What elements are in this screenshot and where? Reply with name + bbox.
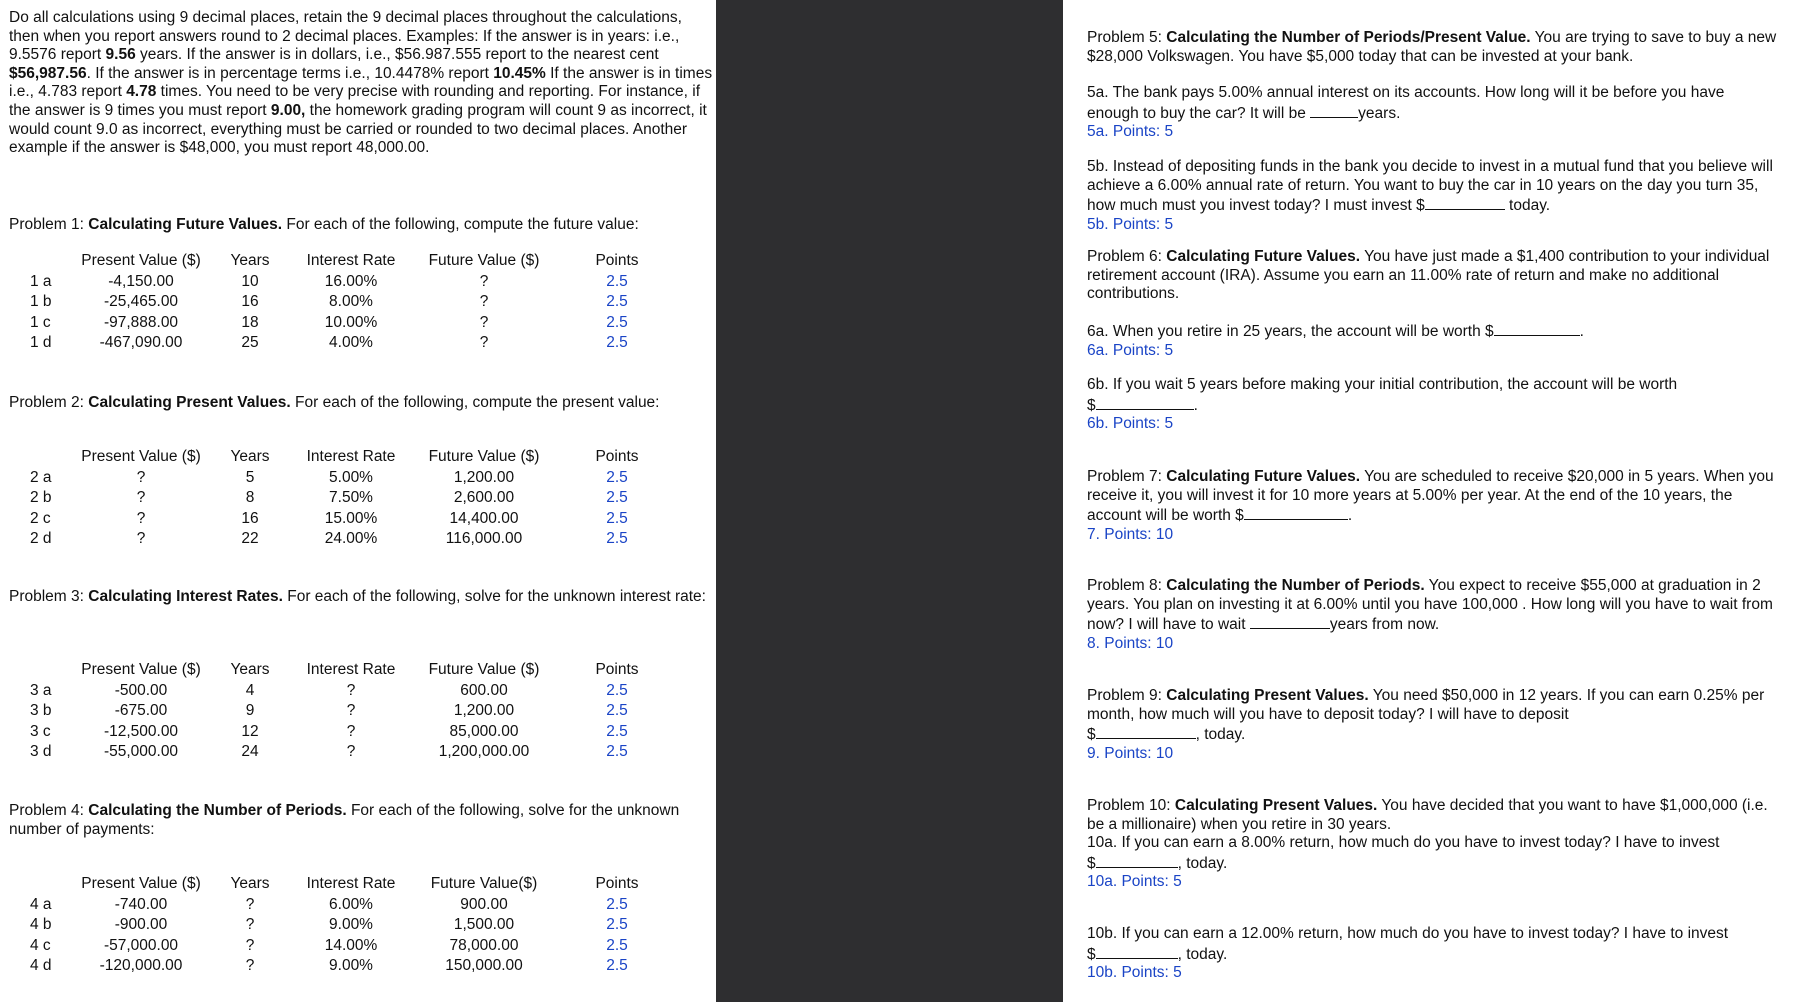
- present-value-cell: -740.00: [114, 896, 168, 913]
- header-future-value: Future Value ($): [428, 448, 540, 466]
- present-value-unknown-cell[interactable]: ?: [136, 489, 146, 507]
- future-value-cell: 2,600.00: [453, 489, 515, 507]
- problem-5b: [1087, 158, 1777, 234]
- dark-gutter: [716, 0, 1063, 1002]
- interest-rate-cell: 7.50%: [329, 489, 373, 507]
- years-cell: 4: [245, 682, 255, 699]
- future-value-cell: 85,000.00: [449, 722, 519, 740]
- header-points: Points: [595, 252, 639, 270]
- instructions-paragraph: [9, 9, 714, 158]
- problem-10b: [1087, 925, 1777, 983]
- years-cell: 16: [241, 293, 259, 311]
- future-value-cell: 1,500.00: [453, 916, 515, 934]
- row-id: 1 d: [30, 333, 52, 351]
- problem-1-heading: [9, 216, 714, 235]
- interest-rate-cell: 16.00%: [324, 273, 378, 290]
- present-value-unknown-cell[interactable]: ?: [136, 529, 146, 547]
- intro-text-3: . If the answer is in percentage terms i.e., 10.4478% report: [86, 64, 494, 82]
- problem-4-prefix: Problem 4:: [9, 802, 89, 819]
- header-id: [22, 447, 73, 468]
- problem-5a: [1087, 84, 1777, 142]
- intro-example-dollars: $56,987.56: [9, 64, 87, 82]
- table-row: [22, 272, 677, 292]
- interest-rate-cell: 9.00%: [329, 956, 373, 974]
- years-unknown-cell[interactable]: ?: [245, 936, 255, 954]
- problem-6b-points: 6b. Points: 5: [1087, 415, 1174, 433]
- table-row: [22, 742, 677, 762]
- header-present-value: Present Value ($): [81, 661, 201, 679]
- answer-9-blank[interactable]: [1096, 724, 1196, 739]
- answer-7-blank[interactable]: [1244, 505, 1348, 520]
- table-row: [22, 488, 677, 508]
- interest-rate-unknown-cell[interactable]: ?: [346, 742, 356, 760]
- header-present-value: Present Value ($): [81, 448, 201, 466]
- problem-1-table: [22, 251, 677, 353]
- header-years: Years: [230, 661, 270, 679]
- table-row: [22, 529, 677, 549]
- header-years: Years: [230, 875, 270, 893]
- problem-5-prefix: Problem 5:: [1087, 29, 1167, 46]
- header-interest-rate: Interest Rate: [306, 448, 396, 466]
- future-value-cell: 78,000.00: [449, 936, 519, 954]
- intro-text: Do all calculations using 9 decimal places, retain the 9 decimal places throughout the calculations, then when you report answers round to 2 decimal places. Examples: If the answer is in years: i.e., 9.5576 report: [9, 9, 682, 64]
- header-present-value: Present Value ($): [81, 875, 201, 893]
- header-points: Points: [595, 448, 639, 466]
- points-cell: 2.5: [606, 293, 628, 311]
- problem-10a-points: 10a. Points: 5: [1087, 873, 1182, 891]
- header-present-value: Present Value ($): [81, 252, 201, 270]
- right-worksheet-page: [1063, 0, 1818, 1002]
- problem-6a-points: 6a. Points: 5: [1087, 341, 1174, 359]
- future-value-cell: 1,200.00: [453, 469, 515, 486]
- problem-8-desc: You expect to receive $55,000 at graduation in 2 years. You plan on investing it at 6.00% until you have 100,000 . How long will you have to wait from now? I will have to wait: [1087, 577, 1773, 634]
- intro-example-times: 4.78: [126, 83, 157, 101]
- row-id: 3 c: [30, 722, 51, 740]
- problem-2-desc: For each of the following, compute the present value:: [290, 394, 660, 411]
- problem-3-table: [22, 660, 677, 762]
- problem-6b-dollar: $: [1087, 396, 1096, 414]
- points-cell: 2.5: [606, 682, 628, 699]
- row-id: 2 c: [30, 509, 51, 527]
- header-future-value: Future Value ($): [428, 252, 540, 270]
- points-cell: 2.5: [606, 489, 628, 507]
- problem-5a-points: 5a. Points: 5: [1087, 123, 1174, 141]
- problem-8: [1087, 577, 1777, 653]
- problem-5a-text: 5a. The bank pays 5.00% annual interest on its accounts. How long will it be before you have enough to buy the car? It will be: [1087, 84, 1725, 122]
- problem-7: [1087, 468, 1777, 544]
- header-points: Points: [595, 875, 639, 893]
- row-id: 2 d: [30, 529, 52, 547]
- row-id: 3 b: [30, 702, 52, 720]
- problem-10b-points: 10b. Points: 5: [1087, 964, 1182, 982]
- points-cell: 2.5: [606, 529, 628, 547]
- answer-5b-blank[interactable]: [1425, 195, 1505, 210]
- table-row: [22, 722, 677, 742]
- problem-7-points: 7. Points: 10: [1087, 525, 1174, 543]
- problem-8-prefix: Problem 8:: [1087, 577, 1167, 594]
- present-value-cell: -55,000.00: [103, 742, 179, 760]
- points-cell: 2.5: [606, 313, 628, 331]
- points-cell: 2.5: [606, 916, 628, 934]
- intro-text-4: If the answer is in times i.e., 4.783 report: [9, 64, 713, 101]
- interest-rate-unknown-cell[interactable]: ?: [346, 682, 356, 699]
- table-row: [22, 468, 677, 488]
- present-value-cell: -57,000.00: [103, 936, 179, 954]
- points-cell: 2.5: [606, 742, 628, 760]
- problem-1-prefix: Problem 1:: [9, 216, 89, 233]
- present-value-cell: -25,465.00: [103, 293, 179, 311]
- future-value-unknown-cell[interactable]: ?: [479, 293, 489, 311]
- interest-rate-cell: 8.00%: [329, 293, 373, 311]
- present-value-cell: -97,888.00: [103, 313, 179, 331]
- row-id: 4 b: [30, 916, 52, 934]
- header-future-value: Future Value($): [430, 875, 538, 893]
- intro-example-nine: 9.00,: [270, 101, 306, 119]
- future-value-cell: 150,000.00: [445, 956, 523, 974]
- problem-8-points: 8. Points: 10: [1087, 634, 1174, 652]
- row-id: 1 b: [30, 293, 52, 311]
- row-id: 2 a: [30, 469, 52, 486]
- problem-6-desc: You have just made a $1,400 contribution to your individual retirement account (IRA). Assume you earn an 11.00% rate of return and make no additional contributions.: [1087, 248, 1770, 303]
- answer-10b-blank[interactable]: [1096, 944, 1178, 959]
- intro-text-5: times. You need to be very precise with rounding and reporting. For instance, if the answer is 9 times you must report: [9, 83, 701, 119]
- problem-1-desc: For each of the following, compute the future value:: [282, 216, 639, 233]
- present-value-cell: -4,150.00: [108, 273, 174, 290]
- problem-10-title: Calculating Present Values.: [1174, 797, 1378, 814]
- problem-8-after: years from now.: [1329, 616, 1440, 634]
- header-points: Points: [595, 661, 639, 679]
- years-cell: 24: [241, 742, 259, 760]
- problem-5b-after: today.: [1504, 197, 1551, 215]
- present-value-unknown-cell[interactable]: ?: [136, 509, 146, 527]
- years-cell: 8: [245, 489, 255, 507]
- table-row: [22, 333, 677, 353]
- answer-10a-blank[interactable]: [1096, 853, 1178, 868]
- present-value-cell: -120,000.00: [99, 956, 183, 974]
- problem-5-desc: You are trying to save to buy a new $28,000 Volkswagen. You have $5,000 today that can be invested at your bank.: [1087, 29, 1777, 65]
- header-years: Years: [230, 448, 270, 466]
- future-value-unknown-cell[interactable]: ?: [479, 273, 489, 290]
- table-header-row: [22, 660, 677, 681]
- interest-rate-unknown-cell[interactable]: ?: [346, 722, 356, 740]
- present-value-cell: -900.00: [114, 916, 168, 934]
- interest-rate-cell: 6.00%: [329, 896, 373, 913]
- problem-10b-dollar: $: [1087, 945, 1096, 963]
- years-cell: 22: [241, 529, 259, 547]
- future-value-cell: 116,000.00: [445, 529, 523, 547]
- problem-4-heading: [9, 802, 714, 839]
- problem-5b-points: 5b. Points: 5: [1087, 215, 1174, 233]
- problem-6-prefix: Problem 6:: [1087, 248, 1167, 265]
- problem-6a-after: .: [1579, 323, 1584, 340]
- present-value-cell: -500.00: [114, 682, 168, 699]
- future-value-unknown-cell[interactable]: ?: [479, 313, 489, 331]
- problem-6a-text: 6a. When you retire in 25 years, the account will be worth $: [1087, 323, 1494, 340]
- problem-4-table: [22, 874, 677, 976]
- points-cell: 2.5: [606, 509, 628, 527]
- table-row: [22, 509, 677, 529]
- points-cell: 2.5: [606, 896, 628, 913]
- problem-5a-after: years.: [1358, 104, 1401, 122]
- present-value-cell: -12,500.00: [103, 722, 179, 740]
- table-header-row: [22, 447, 677, 468]
- problem-3-title: Calculating Interest Rates.: [88, 588, 283, 605]
- problem-9: [1087, 687, 1777, 763]
- problem-9-points: 9. Points: 10: [1087, 744, 1174, 762]
- problem-2-table: [22, 447, 677, 549]
- problem-2-heading: [9, 394, 714, 413]
- present-value-unknown-cell[interactable]: ?: [136, 469, 146, 486]
- header-id: [22, 251, 73, 272]
- years-cell: 12: [241, 722, 259, 740]
- problem-2-title: Calculating Present Values.: [88, 394, 291, 411]
- interest-rate-unknown-cell[interactable]: ?: [346, 702, 356, 720]
- points-cell: 2.5: [606, 722, 628, 740]
- problem-9-dollar: $: [1087, 726, 1096, 744]
- years-cell: 5: [245, 469, 255, 486]
- years-cell: 25: [241, 333, 259, 351]
- years-unknown-cell[interactable]: ?: [245, 956, 255, 974]
- table-row: [22, 956, 677, 976]
- table-row: [22, 681, 677, 701]
- header-interest-rate: Interest Rate: [306, 875, 396, 893]
- table-row: [22, 313, 677, 333]
- row-id: 4 c: [30, 936, 51, 954]
- table-header-row: [22, 251, 677, 272]
- row-id: 1 c: [30, 313, 51, 331]
- answer-8-blank[interactable]: [1250, 614, 1330, 629]
- answer-6b-blank[interactable]: [1096, 395, 1194, 410]
- years-cell: 16: [241, 509, 259, 527]
- problem-3-prefix: Problem 3:: [9, 588, 89, 605]
- problem-10a-text: 10a. If you can earn a 8.00% return, how much do you have to invest today? I have to invest: [1087, 834, 1720, 852]
- problem-10b-text: 10b. If you can earn a 12.00% return, how much do you have to invest today? I have to invest: [1087, 925, 1729, 942]
- problem-10a-after: , today.: [1177, 854, 1228, 872]
- row-id: 4 a: [30, 896, 52, 913]
- future-value-cell: 1,200.00: [453, 702, 515, 720]
- table-row: [22, 936, 677, 956]
- problem-8-title: Calculating the Number of Periods.: [1166, 577, 1425, 594]
- years-cell: 9: [245, 702, 255, 720]
- problem-10b-after: , today.: [1177, 945, 1228, 963]
- problem-6-heading: [1087, 248, 1777, 304]
- problem-4-desc: For each of the following, solve for the unknown number of payments:: [9, 802, 680, 838]
- header-future-value: Future Value ($): [428, 661, 540, 679]
- years-unknown-cell[interactable]: ?: [245, 896, 255, 913]
- years-unknown-cell[interactable]: ?: [245, 916, 255, 934]
- problem-9-after: , today.: [1195, 726, 1246, 744]
- problem-6a: [1087, 321, 1777, 360]
- interest-rate-cell: 4.00%: [329, 333, 373, 351]
- future-value-cell: 1,200,000.00: [438, 742, 530, 760]
- points-cell: 2.5: [606, 333, 628, 351]
- problem-9-desc: You need $50,000 in 12 years. If you can earn 0.25% per month, how much will you have to deposit today? I will have to deposit: [1087, 687, 1765, 723]
- problem-7-title: Calculating Future Values.: [1166, 468, 1361, 485]
- problem-6b-text: 6b. If you wait 5 years before making your initial contribution, the account will be worth: [1087, 376, 1678, 393]
- intro-example-years: 9.56: [105, 46, 136, 64]
- problem-4-title: Calculating the Number of Periods.: [88, 802, 347, 819]
- row-id: 3 d: [30, 742, 52, 760]
- future-value-cell: 14,400.00: [449, 509, 519, 527]
- problem-5b-text: 5b. Instead of depositing funds in the bank you decide to invest in a mutual fund that you believe will achieve a 6.00% annual rate of return. You want to buy the car in 10 years on the day you turn 35, how much must you invest today? I must invest $: [1087, 158, 1773, 215]
- problem-10-desc: You have decided that you want to have $1,000,000 (i.e. be a millionaire) when you retire in 30 years.: [1087, 797, 1768, 833]
- intro-text-2: years. If the answer is in dollars, i.e., $56.987.555 report to the nearest cent: [135, 46, 659, 64]
- problem-9-title: Calculating Present Values.: [1166, 687, 1369, 704]
- header-id: [22, 874, 73, 895]
- interest-rate-cell: 9.00%: [329, 916, 373, 934]
- points-cell: 2.5: [606, 956, 628, 974]
- problem-1-title: Calculating Future Values.: [88, 216, 283, 233]
- intro-example-percent: 10.45%: [493, 64, 546, 82]
- problem-5-title: Calculating the Number of Periods/Present Value.: [1166, 29, 1531, 46]
- problem-7-prefix: Problem 7:: [1087, 468, 1167, 485]
- points-cell: 2.5: [606, 469, 628, 486]
- table-row: [22, 895, 677, 915]
- problem-6b: [1087, 376, 1777, 434]
- problem-9-prefix: Problem 9:: [1087, 687, 1167, 704]
- header-years: Years: [230, 252, 270, 270]
- problem-10: [1087, 797, 1777, 892]
- problem-3-heading: [9, 588, 714, 607]
- interest-rate-cell: 24.00%: [324, 529, 378, 547]
- points-cell: 2.5: [606, 702, 628, 720]
- table-header-row: [22, 874, 677, 895]
- problem-10a-dollar: $: [1087, 854, 1096, 872]
- present-value-cell: -675.00: [114, 702, 168, 720]
- years-cell: 18: [241, 313, 259, 331]
- problem-2-prefix: Problem 2:: [9, 394, 89, 411]
- row-id: 2 b: [30, 489, 52, 507]
- future-value-cell: 900.00: [460, 896, 508, 913]
- years-cell: 10: [241, 273, 259, 290]
- row-id: 1 a: [30, 273, 52, 290]
- present-value-cell: -467,090.00: [99, 333, 183, 351]
- problem-6b-after: .: [1193, 396, 1198, 414]
- header-interest-rate: Interest Rate: [306, 661, 396, 679]
- problem-7-after: .: [1347, 507, 1353, 525]
- problem-6-title: Calculating Future Values.: [1166, 248, 1361, 265]
- future-value-unknown-cell[interactable]: ?: [479, 333, 489, 351]
- intro-text-6: the homework grading program will count 9 as incorrect, it would count 9.0 as incorrect, everything must be carried or rounded to two decimal places. Another example if the answer is $48,000, you must report 48,000.00.: [9, 101, 707, 157]
- row-id: 3 a: [30, 682, 52, 699]
- answer-6a-blank[interactable]: [1494, 321, 1580, 336]
- problem-5-heading: [1087, 29, 1777, 66]
- points-cell: 2.5: [606, 273, 628, 290]
- interest-rate-cell: 14.00%: [324, 936, 378, 954]
- table-row: [22, 915, 677, 935]
- interest-rate-cell: 15.00%: [324, 509, 378, 527]
- row-id: 4 d: [30, 956, 52, 974]
- problem-10-prefix: Problem 10:: [1087, 797, 1175, 814]
- header-id: [22, 660, 73, 681]
- problem-7-desc: You are scheduled to receive $20,000 in 5 years. When you receive it, you will invest it for 10 more years at 5.00% per year. At the end of the 10 years, the account will be worth $: [1087, 468, 1774, 525]
- left-worksheet-page: [0, 0, 716, 1002]
- header-interest-rate: Interest Rate: [306, 252, 396, 270]
- answer-5a-blank[interactable]: [1310, 103, 1358, 118]
- points-cell: 2.5: [606, 936, 628, 954]
- table-row: [22, 292, 677, 312]
- interest-rate-cell: 5.00%: [329, 469, 373, 486]
- interest-rate-cell: 10.00%: [324, 313, 378, 331]
- table-row: [22, 701, 677, 721]
- future-value-cell: 600.00: [460, 682, 508, 699]
- problem-3-desc: For each of the following, solve for the unknown interest rate:: [282, 588, 706, 605]
